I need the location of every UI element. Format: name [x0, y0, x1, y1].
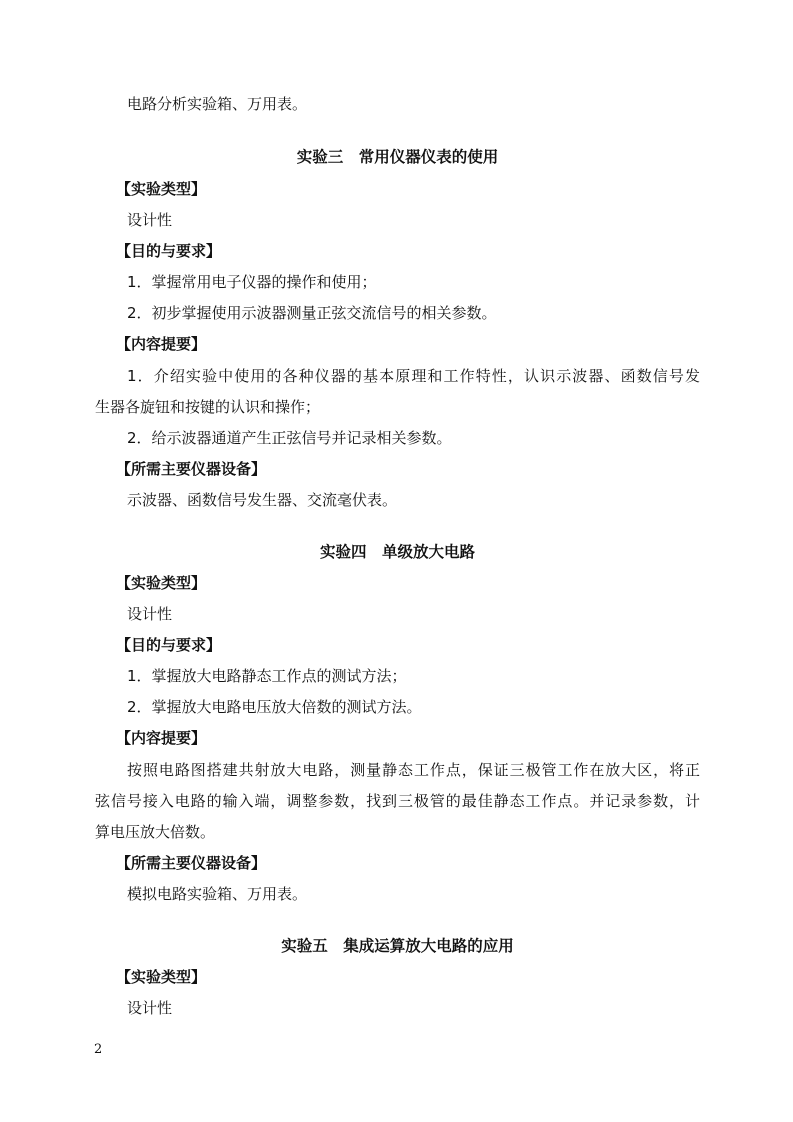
section-title: 实验四 单级放大电路 [319, 543, 475, 561]
section-heading: 【实验类型】 [116, 574, 207, 592]
paragraph-line: 1．介绍实验中使用的各种仪器的基本原理和工作特性，认识示波器、函数信号发 [127, 367, 700, 385]
paragraph-line: 算电压放大倍数。 [95, 823, 216, 841]
paragraph-line: 弦信号接入电路的输入端，调整参数，找到三极管的最佳静态工作点。并记录参数，计 [95, 792, 700, 810]
section-heading: 【内容提要】 [116, 729, 207, 747]
equipment-text: 电路分析实验箱、万用表。 [127, 95, 308, 113]
page-number: 2 [94, 1042, 103, 1057]
section-heading: 【目的与要求】 [116, 242, 222, 260]
section-heading: 【实验类型】 [116, 180, 207, 198]
section-title: 实验五 集成运算放大电路的应用 [281, 937, 514, 955]
list-item: 1．掌握常用电子仪器的操作和使用； [127, 273, 377, 291]
list-item: 2．给示波器通道产生正弦信号并记录相关参数。 [127, 429, 452, 447]
section-heading: 【所需主要仪器设备】 [116, 854, 267, 872]
body-text: 设计性 [127, 605, 173, 623]
section-heading: 【实验类型】 [116, 968, 207, 986]
body-text: 模拟电路实验箱、万用表。 [127, 885, 308, 903]
paragraph-line: 按照电路图搭建共射放大电路，测量静态工作点，保证三极管工作在放大区，将正 [127, 761, 700, 779]
paragraph-line: 生器各旋钮和按键的认识和操作； [95, 398, 321, 416]
section-heading: 【内容提要】 [116, 335, 207, 353]
section-title: 实验三 常用仪器仪表的使用 [296, 148, 499, 166]
section-heading: 【所需主要仪器设备】 [116, 460, 267, 478]
list-item: 2．初步掌握使用示波器测量正弦交流信号的相关参数。 [127, 304, 497, 322]
list-item: 1．掌握放大电路静态工作点的测试方法； [127, 667, 407, 685]
section-heading: 【目的与要求】 [116, 636, 222, 654]
body-text: 设计性 [127, 999, 173, 1017]
body-text: 示波器、函数信号发生器、交流毫伏表。 [127, 491, 398, 509]
list-item: 2．掌握放大电路电压放大倍数的测试方法。 [127, 698, 422, 716]
body-text: 设计性 [127, 211, 173, 229]
